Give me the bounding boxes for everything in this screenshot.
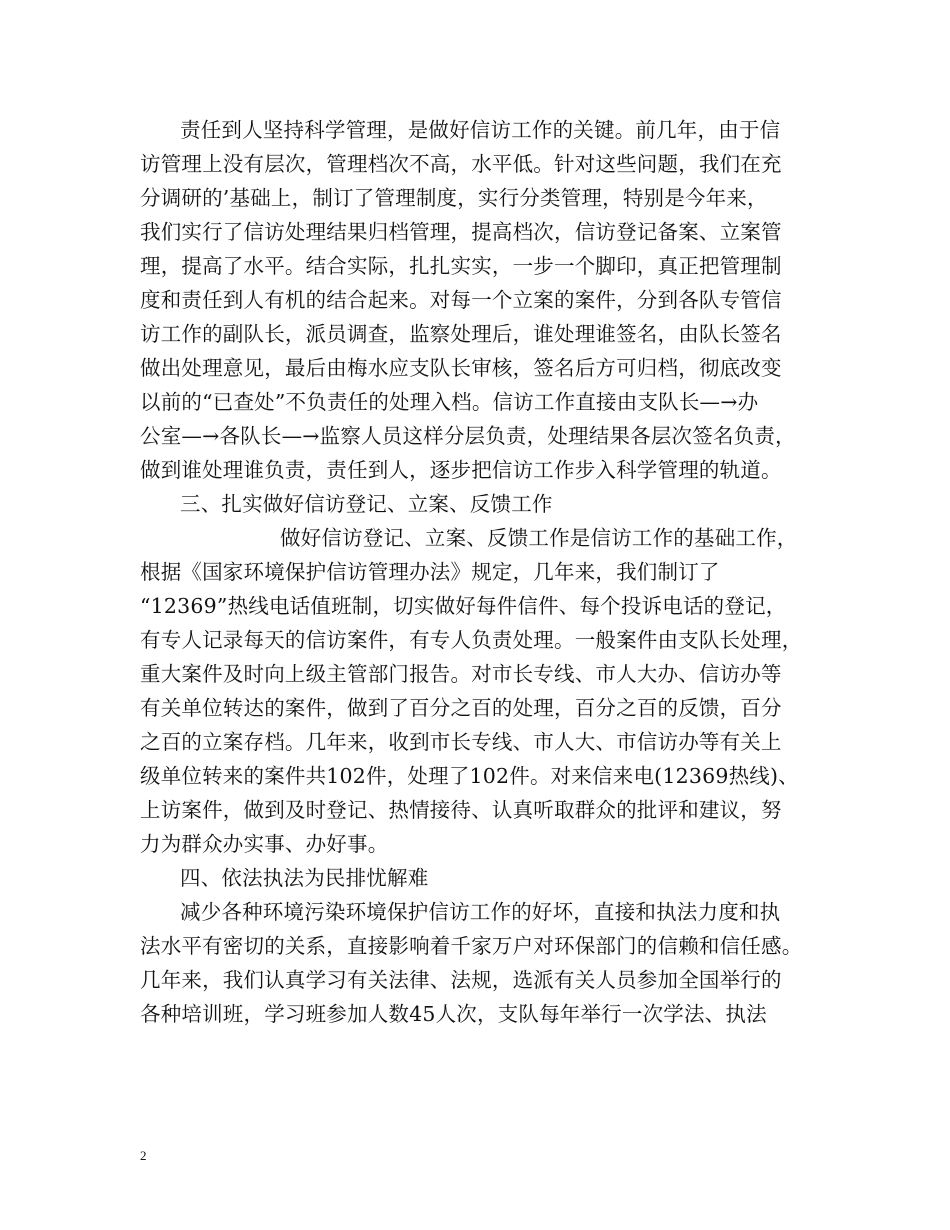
text-line: 有关单位转达的案件，做到了百分之百的处理，百分之百的反馈，百分 — [140, 696, 782, 720]
text-line: 公室—→各队长—→监察人员这样分层负责，处理结果各层次签名负责， — [140, 424, 796, 448]
section-heading: 三、扎实做好信访登记、立案、反馈工作 — [180, 492, 553, 516]
text-line: 做到谁处理谁负责，责任到人，逐步把信访工作步入科学管理的轨道。 — [140, 458, 782, 482]
text-line: 各种培训班，学习班参加人数45人次，支队每年举行一次学法、执法 — [140, 1002, 767, 1026]
text-line: 有专人记录每天的信访案件，有专人负责处理。一般案件由支队长处理， — [140, 628, 803, 652]
text-line: 根据《国家环境保护信访管理办法》规定，几年来，我们制订了 — [140, 560, 720, 584]
text-line: “12369”热线电话值班制，切实做好每件信件、每个投诉电话的登记， — [140, 594, 787, 618]
text-line: 我们实行了信访处理结果归档管理，提高档次，信访登记备案、立案管 — [140, 220, 782, 244]
text-line: 度和责任到人有机的结合起来。对每一个立案的案件，分到各队专管信 — [140, 288, 782, 312]
text-line: 力为群众办实事、办好事。 — [140, 832, 389, 856]
text-line: 理，提高了水平。结合实际，扎扎实实，一步一个脚印，真正把管理制 — [140, 254, 782, 278]
text-line: 分调研的’基础上，制订了管理制度，实行分类管理，特别是今年来， — [140, 186, 768, 210]
text-line: 做出处理意见，最后由梅水应支队长审核，签名后方可归档，彻底改变 — [140, 356, 782, 380]
text-line: 减少各种环境污染环境保护信访工作的好坏，直接和执法力度和执 — [180, 900, 781, 924]
text-line: 访管理上没有层次，管理档次不高，水平低。针对这些问题，我们在充 — [140, 152, 782, 176]
text-line: 重大案件及时向上级主管部门报告。对市长专线、市人大办、信访办等 — [140, 662, 782, 686]
section-heading: 四、依法执法为民排忧解难 — [180, 866, 429, 890]
text-line: 以前的“已查处”不负责任的处理入档。信访工作直接由支队长—→办 — [140, 390, 759, 414]
text-line: 责任到人坚持科学管理，是做好信访工作的关键。前几年，由于信 — [180, 118, 781, 142]
text-line: 访工作的副队长，派员调查，监察处理后，谁处理谁签名，由队长签名 — [140, 322, 782, 346]
page-number: 2 — [140, 1148, 147, 1163]
text-line: 几年来，我们认真学习有关法律、法规，选派有关人员参加全国举行的 — [140, 968, 782, 992]
text-line: 上访案件，做到及时登记、热情接待、认真听取群众的批评和建议，努 — [140, 798, 782, 822]
text-line: 法水平有密切的关系，直接影响着千家万户对环保部门的信赖和信任感。 — [140, 934, 803, 958]
text-line: 级单位转来的案件共102件，处理了102件。对来信来电(12369热线)、 — [140, 764, 799, 788]
text-line: 做好信访登记、立案、反馈工作是信访工作的基础工作， — [280, 526, 798, 550]
text-line: 之百的立案存档。几年来，收到市长专线、市人大、市信访办等有关上 — [140, 730, 782, 754]
